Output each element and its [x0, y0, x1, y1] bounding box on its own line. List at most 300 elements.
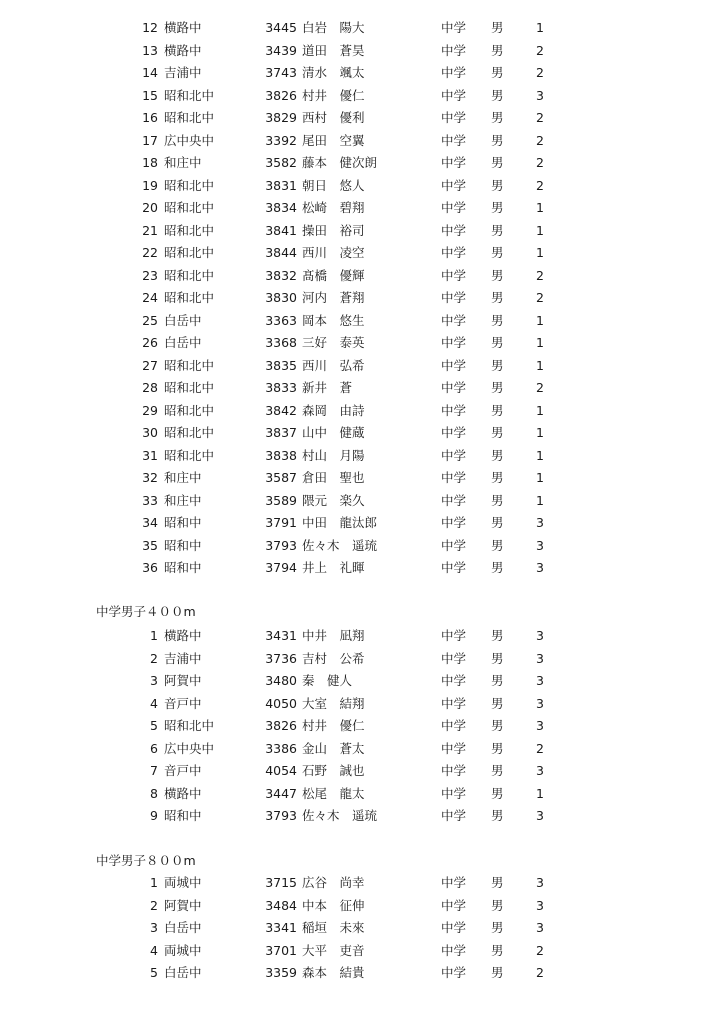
grade: 3 — [536, 87, 544, 103]
bib-number: 3791 — [265, 515, 297, 530]
table-row — [0, 310, 724, 333]
school: 横路中 — [164, 628, 202, 643]
school: 横路中 — [164, 42, 202, 58]
rank: 1 — [150, 628, 158, 643]
category: 中学 — [441, 380, 467, 395]
grade: 1 — [536, 222, 544, 238]
sex: 男 — [491, 875, 504, 890]
table-row — [0, 940, 724, 963]
category: 中学 — [441, 335, 467, 350]
rank: 5 — [150, 718, 158, 733]
grade: 1 — [536, 402, 544, 418]
sex: 男 — [491, 42, 504, 58]
school: 昭和北中 — [164, 290, 215, 305]
sex: 男 — [491, 335, 504, 350]
rank: 27 — [142, 357, 158, 373]
school: 阿賀中 — [164, 673, 202, 688]
athlete-name: 新井 蒼 — [302, 380, 353, 395]
table-row — [0, 783, 724, 806]
sex: 男 — [491, 718, 504, 733]
athlete-name: 吉村 公希 — [302, 650, 365, 666]
bib-number: 3829 — [265, 110, 297, 125]
table-row — [0, 445, 724, 468]
school: 昭和北中 — [164, 110, 215, 125]
school: 白岳中 — [164, 920, 202, 935]
school: 広中央中 — [164, 132, 215, 148]
grade: 1 — [536, 245, 544, 260]
rank: 3 — [150, 920, 158, 935]
grade: 1 — [536, 425, 544, 440]
sex: 男 — [491, 942, 504, 958]
rank: 34 — [142, 515, 158, 530]
category: 中学 — [441, 42, 467, 58]
athlete-name: 森本 結貴 — [302, 965, 365, 980]
school: 昭和中 — [164, 537, 202, 553]
athlete-name: 山中 健蔵 — [302, 425, 365, 440]
table-row — [0, 332, 724, 355]
rank: 23 — [142, 267, 158, 283]
category: 中学 — [441, 718, 467, 733]
table-row — [0, 355, 724, 378]
bib-number: 3589 — [265, 492, 297, 508]
category: 中学 — [441, 357, 467, 373]
school: 和庄中 — [164, 492, 202, 508]
bib-number: 3835 — [265, 357, 297, 373]
school: 吉浦中 — [164, 650, 202, 666]
school: 昭和北中 — [164, 222, 215, 238]
table-row — [0, 287, 724, 310]
table-row — [0, 760, 724, 783]
table-row — [0, 467, 724, 490]
bib-number: 3844 — [265, 245, 297, 260]
bib-number: 4054 — [265, 763, 297, 778]
grade: 1 — [536, 312, 544, 328]
school: 音戸中 — [164, 695, 202, 711]
table-row — [0, 107, 724, 130]
athlete-name: 中井 凪翔 — [302, 628, 365, 643]
table-row — [0, 512, 724, 535]
bib-number: 3793 — [265, 808, 297, 823]
grade: 2 — [536, 65, 544, 80]
athlete-name: 石野 誠也 — [302, 763, 365, 778]
school: 昭和北中 — [164, 718, 215, 733]
rank: 19 — [142, 177, 158, 193]
table-row — [0, 557, 724, 580]
bib-number: 3838 — [265, 447, 297, 463]
category: 中学 — [441, 402, 467, 418]
table-row — [0, 738, 724, 761]
sex: 男 — [491, 537, 504, 553]
athlete-name: 三好 泰英 — [302, 335, 365, 350]
grade: 1 — [536, 335, 544, 350]
rank: 28 — [142, 380, 158, 395]
sex: 男 — [491, 515, 504, 530]
rank: 32 — [142, 470, 158, 485]
sex: 男 — [491, 222, 504, 238]
sex: 男 — [491, 110, 504, 125]
grade: 2 — [536, 942, 544, 958]
grade: 1 — [536, 447, 544, 463]
category: 中学 — [441, 808, 467, 823]
bib-number: 3701 — [265, 942, 297, 958]
grade: 2 — [536, 965, 544, 980]
bib-number: 3359 — [265, 965, 297, 980]
sex: 男 — [491, 447, 504, 463]
table-row — [0, 962, 724, 985]
bib-number: 3715 — [265, 875, 297, 890]
athlete-name: 操田 裕司 — [302, 222, 365, 238]
rank: 36 — [142, 560, 158, 575]
category: 中学 — [441, 920, 467, 935]
grade: 2 — [536, 740, 544, 756]
rank: 33 — [142, 492, 158, 508]
athlete-name: 松崎 碧翔 — [302, 200, 365, 215]
athlete-name: 中田 龍汰郎 — [302, 515, 378, 530]
category: 中学 — [441, 740, 467, 756]
school: 和庄中 — [164, 155, 202, 170]
category: 中学 — [441, 425, 467, 440]
school: 昭和北中 — [164, 245, 215, 260]
rank: 6 — [150, 740, 158, 756]
grade: 3 — [536, 897, 544, 913]
athlete-name: 稲垣 未來 — [302, 920, 365, 935]
sex: 男 — [491, 87, 504, 103]
grade: 1 — [536, 785, 544, 801]
rank: 31 — [142, 447, 158, 463]
bib-number: 3743 — [265, 65, 297, 80]
table-row — [0, 693, 724, 716]
athlete-name: 朝日 悠人 — [302, 177, 365, 193]
rank: 29 — [142, 402, 158, 418]
rank: 25 — [142, 312, 158, 328]
rank: 15 — [142, 87, 158, 103]
rank: 24 — [142, 290, 158, 305]
bib-number: 4050 — [265, 695, 297, 711]
bib-number: 3837 — [265, 425, 297, 440]
sex: 男 — [491, 312, 504, 328]
category: 中学 — [441, 897, 467, 913]
school: 白岳中 — [164, 335, 202, 350]
sex: 男 — [491, 200, 504, 215]
school: 阿賀中 — [164, 897, 202, 913]
grade: 3 — [536, 515, 544, 530]
sex: 男 — [491, 402, 504, 418]
school: 横路中 — [164, 20, 202, 35]
bib-number: 3368 — [265, 335, 297, 350]
school: 昭和中 — [164, 515, 202, 530]
athlete-name: 岡本 悠生 — [302, 312, 365, 328]
athlete-name: 隈元 楽久 — [302, 492, 365, 508]
category: 中学 — [441, 312, 467, 328]
category: 中学 — [441, 628, 467, 643]
rank: 9 — [150, 808, 158, 823]
category: 中学 — [441, 245, 467, 260]
rank: 14 — [142, 65, 158, 80]
school: 両城中 — [164, 942, 202, 958]
athlete-name: 秦 健人 — [302, 673, 353, 688]
sex: 男 — [491, 132, 504, 148]
section-continued-list — [0, 17, 724, 580]
school: 昭和北中 — [164, 402, 215, 418]
rank: 4 — [150, 695, 158, 711]
table-row — [0, 220, 724, 243]
table-row — [0, 62, 724, 85]
athlete-name: 西川 凌空 — [302, 245, 365, 260]
athlete-name: 井上 礼暉 — [302, 560, 365, 575]
table-row — [0, 805, 724, 828]
grade: 2 — [536, 132, 544, 148]
table-row — [0, 490, 724, 513]
table-row — [0, 40, 724, 63]
table-row — [0, 670, 724, 693]
section-heading-400m: 中学男子４００m — [96, 604, 196, 619]
grade: 1 — [536, 492, 544, 508]
rank: 3 — [150, 673, 158, 688]
athlete-name: 藤本 健次朗 — [302, 155, 378, 170]
sex: 男 — [491, 267, 504, 283]
category: 中学 — [441, 267, 467, 283]
rank: 35 — [142, 537, 158, 553]
category: 中学 — [441, 155, 467, 170]
bib-number: 3587 — [265, 470, 297, 485]
sex: 男 — [491, 245, 504, 260]
grade: 3 — [536, 673, 544, 688]
bib-number: 3826 — [265, 718, 297, 733]
category: 中学 — [441, 87, 467, 103]
grade: 2 — [536, 177, 544, 193]
grade: 3 — [536, 920, 544, 935]
sex: 男 — [491, 628, 504, 643]
grade: 3 — [536, 808, 544, 823]
category: 中学 — [441, 222, 467, 238]
school: 昭和北中 — [164, 87, 215, 103]
rank: 5 — [150, 965, 158, 980]
section-400m-list — [0, 625, 724, 828]
rank: 7 — [150, 763, 158, 778]
rank: 8 — [150, 785, 158, 801]
athlete-name: 金山 蒼太 — [302, 740, 365, 756]
table-row — [0, 400, 724, 423]
table-row — [0, 648, 724, 671]
sex: 男 — [491, 740, 504, 756]
grade: 1 — [536, 357, 544, 373]
category: 中学 — [441, 650, 467, 666]
table-row — [0, 265, 724, 288]
sex: 男 — [491, 290, 504, 305]
section-800m-list — [0, 872, 724, 985]
rank: 12 — [142, 20, 158, 35]
bib-number: 3832 — [265, 267, 297, 283]
school: 和庄中 — [164, 470, 202, 485]
rank: 2 — [150, 897, 158, 913]
athlete-name: 尾田 空翼 — [302, 132, 365, 148]
sex: 男 — [491, 155, 504, 170]
athlete-name: 佐々木 遥琉 — [302, 808, 378, 823]
category: 中学 — [441, 763, 467, 778]
athlete-name: 河内 蒼翔 — [302, 290, 365, 305]
school: 昭和北中 — [164, 357, 215, 373]
rank: 26 — [142, 335, 158, 350]
bib-number: 3447 — [265, 785, 297, 801]
sex: 男 — [491, 20, 504, 35]
athlete-name: 髙橋 優輝 — [302, 267, 365, 283]
category: 中学 — [441, 695, 467, 711]
grade: 1 — [536, 20, 544, 35]
table-row — [0, 535, 724, 558]
table-row — [0, 175, 724, 198]
bib-number: 3484 — [265, 897, 297, 913]
bib-number: 3841 — [265, 222, 297, 238]
athlete-name: 佐々木 遥琉 — [302, 537, 378, 553]
table-row — [0, 872, 724, 895]
category: 中学 — [441, 560, 467, 575]
sex: 男 — [491, 65, 504, 80]
sex: 男 — [491, 920, 504, 935]
table-row — [0, 895, 724, 918]
athlete-name: 大室 結翔 — [302, 695, 365, 711]
grade: 3 — [536, 763, 544, 778]
section-heading-800m: 中学男子８００m — [96, 853, 196, 868]
school: 広中央中 — [164, 740, 215, 756]
athlete-name: 道田 蒼昊 — [302, 42, 365, 58]
bib-number: 3842 — [265, 402, 297, 418]
sex: 男 — [491, 357, 504, 373]
grade: 2 — [536, 155, 544, 170]
grade: 3 — [536, 695, 544, 711]
bib-number: 3826 — [265, 87, 297, 103]
table-row — [0, 17, 724, 40]
athlete-name: 村山 月陽 — [302, 447, 365, 463]
school: 昭和北中 — [164, 200, 215, 215]
grade: 2 — [536, 110, 544, 125]
bib-number: 3793 — [265, 537, 297, 553]
grade: 2 — [536, 380, 544, 395]
category: 中学 — [441, 515, 467, 530]
grade: 3 — [536, 875, 544, 890]
school: 両城中 — [164, 875, 202, 890]
category: 中学 — [441, 20, 467, 35]
rank: 21 — [142, 222, 158, 238]
grade: 1 — [536, 470, 544, 485]
sex: 男 — [491, 897, 504, 913]
rank: 17 — [142, 132, 158, 148]
bib-number: 3341 — [265, 920, 297, 935]
bib-number: 3392 — [265, 132, 297, 148]
school: 昭和北中 — [164, 177, 215, 193]
athlete-name: 松尾 龍太 — [302, 785, 365, 801]
sex: 男 — [491, 808, 504, 823]
table-row — [0, 625, 724, 648]
category: 中学 — [441, 200, 467, 215]
rank: 1 — [150, 875, 158, 890]
bib-number: 3445 — [265, 20, 297, 35]
category: 中学 — [441, 875, 467, 890]
athlete-name: 白岩 陽大 — [302, 20, 365, 35]
category: 中学 — [441, 132, 467, 148]
bib-number: 3833 — [265, 380, 297, 395]
grade: 3 — [536, 650, 544, 666]
bib-number: 3386 — [265, 740, 297, 756]
grade: 3 — [536, 718, 544, 733]
grade: 3 — [536, 628, 544, 643]
school: 昭和北中 — [164, 380, 215, 395]
category: 中学 — [441, 785, 467, 801]
school: 昭和北中 — [164, 447, 215, 463]
sex: 男 — [491, 695, 504, 711]
sex: 男 — [491, 560, 504, 575]
athlete-name: 西村 優利 — [302, 110, 365, 125]
sex: 男 — [491, 763, 504, 778]
rank: 22 — [142, 245, 158, 260]
sex: 男 — [491, 650, 504, 666]
table-row — [0, 152, 724, 175]
bib-number: 3736 — [265, 650, 297, 666]
category: 中学 — [441, 110, 467, 125]
school: 昭和中 — [164, 808, 202, 823]
table-row — [0, 197, 724, 220]
bib-number: 3480 — [265, 673, 297, 688]
grade: 2 — [536, 290, 544, 305]
grade: 3 — [536, 560, 544, 575]
category: 中学 — [441, 290, 467, 305]
bib-number: 3831 — [265, 177, 297, 193]
category: 中学 — [441, 965, 467, 980]
category: 中学 — [441, 177, 467, 193]
grade: 1 — [536, 200, 544, 215]
sex: 男 — [491, 177, 504, 193]
sex: 男 — [491, 492, 504, 508]
athlete-name: 倉田 聖也 — [302, 470, 365, 485]
bib-number: 3830 — [265, 290, 297, 305]
category: 中学 — [441, 470, 467, 485]
rank: 18 — [142, 155, 158, 170]
bib-number: 3834 — [265, 200, 297, 215]
grade: 2 — [536, 42, 544, 58]
rank: 13 — [142, 42, 158, 58]
rank: 20 — [142, 200, 158, 215]
athlete-name: 清水 颯太 — [302, 65, 365, 80]
athlete-name: 大平 吏音 — [302, 942, 365, 958]
athlete-name: 森岡 由詩 — [302, 402, 365, 418]
bib-number: 3794 — [265, 560, 297, 575]
athlete-name: 村井 優仁 — [302, 718, 365, 733]
rank: 16 — [142, 110, 158, 125]
sex: 男 — [491, 673, 504, 688]
school: 白岳中 — [164, 965, 202, 980]
category: 中学 — [441, 673, 467, 688]
table-row — [0, 715, 724, 738]
rank: 2 — [150, 650, 158, 666]
table-row — [0, 377, 724, 400]
category: 中学 — [441, 65, 467, 80]
table-row — [0, 422, 724, 445]
category: 中学 — [441, 537, 467, 553]
table-row — [0, 130, 724, 153]
sex: 男 — [491, 380, 504, 395]
school: 昭和中 — [164, 560, 202, 575]
rank: 30 — [142, 425, 158, 440]
table-row — [0, 917, 724, 940]
table-row — [0, 242, 724, 265]
category: 中学 — [441, 492, 467, 508]
school: 吉浦中 — [164, 65, 202, 80]
category: 中学 — [441, 942, 467, 958]
athlete-name: 村井 優仁 — [302, 87, 365, 103]
school: 音戸中 — [164, 763, 202, 778]
bib-number: 3363 — [265, 312, 297, 328]
grade: 2 — [536, 267, 544, 283]
athlete-name: 広谷 尚幸 — [302, 875, 365, 890]
